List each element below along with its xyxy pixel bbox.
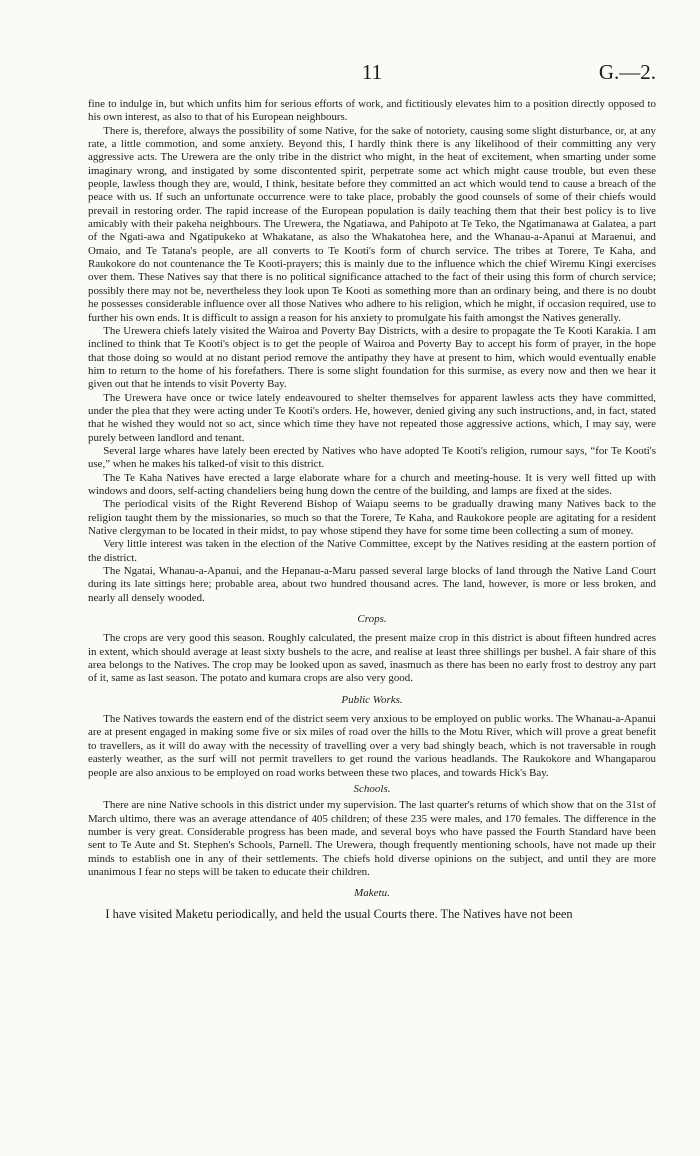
section-heading-public-works: Public Works. [341,693,403,706]
paragraph: The Te Kaha Natives have erected a large elaborate whare for a church and meeting-house. It is very well fitted up with windows and doors, self-acting chandeliers being hung down the centre of the building, and lamps are fixed at the sides. [88,471,656,497]
paragraph: The Ngatai, Whanau-a-Apanui, and the Hepanau-a-Maru passed several large blocks of land through the Native Land Court during its late sittings here; probable area, about two hundred thousand acres. The land, however, is more or less broken, and nearly all densely wooded. [88,565,656,604]
paragraph: The crops are very good this season. Roughly calculated, the present maize crop in this district is about fifteen hundred acres in extent, which should average at least sixty bushels to the acre, and realise at least three shillings per bushel. A fair share of this area belongs to the Natives. The crop may be looked upon as saved, inasmuch as there has been no early frost to destroy any part of it, same as last season. The potato and kumara crops are also very good. [88,632,656,685]
paragraph: There are nine Native schools in this district under my supervision. The last quarter's returns of which show that on the 31st of March ultimo, there was an average attendance of 405 children; of these 235 were males, and 170 females. The difference in the number is very great. Considerable progress has been made, and several boys who have passed the Fourth Standard have been sent to Te Aute and St. Stephen's Schools, Parnell. The Urewera, though frequently mentioning schools, have not made up their minds to establish one in any of their settlements. The chiefs hold diverse opinions on the subject, and until they are more unanimous I fear no steps will be taken to educate their children. [88,799,656,878]
page-number: 11 [361,60,383,84]
paragraph: There is, therefore, always the possibility of some Native, for the sake of notoriety, causing some slight disturbance, or, at any rate, a little commotion, and some anxiety. Beyond this, I hardly think there is any likelihood of their committing any very aggressive acts. The Urewera are the only tribe in the district who might, in the heat of excitement, when smarting under some imaginary wrong, and instigated by some discontented spirit, perpetrate some act which might cause trouble, but even these people, lawless though they are, would, I think, hesitate before they committed an act which would tend to cause a breach of the peace with us. If such an unfortunate occurrence were to take place, probably the good counsels of some of their chiefs would prevail in restoring order. The rapid increase of the European population is daily teaching them that their best policy is to live amicably with their pakeha neighbours. The Urewera, the Ngatiawa, and Pahipoto at Te Teko, the Ngatimanawa at Galatea, a part of the Ngati-awa and Ngatipukeko at Whakatane, as also the Whakatohea here, and the Whanau-a-Apanui at Maraenui, and Omaio, and Te Tatana's people, are all converts to Te Kooti's form of church service. The tribes at Torere, Te Kaha, and Raukokore do not countenance the Te Kooti-prayers; this is mainly due to the influence which the chief Wiremu Kingi exercises over them. These Natives say that there is no political significance attached to the fact of their using this form of church service; possibly there may not be, nevertheless they look upon Te Kooti as something more than an ordinary being, and there is no doubt he possesses considerable influence over all those Natives who adhere to his religion, which he might, if occasion required, use to further his own ends. It is difficult to assign a reason for his anxiety to promulgate his faith amongst the Natives generally. [88,124,656,324]
paragraph: fine to indulge in, but which unfits him for serious efforts of work, and fictitiously elevates him to a position directly opposed to his own interest, as also to that of his European neighbours. [88,98,656,124]
page-header [88,60,656,98]
document-reference: G.—2. [598,60,656,84]
section-heading-schools: Schools. [353,782,391,795]
section-heading-crops: Crops. [357,613,387,626]
paragraph: I have visited Maketu periodically, and held the usual Courts there. The Natives have not been [105,906,573,921]
body-text [88,98,656,922]
paragraph: The periodical visits of the Right Reverend Bishop of Waiapu seems to be gradually drawing many Natives back to the religion taught them by the missionaries, so much so that the Torere, Te Kaha, and Raukokore people are agitating for a resident Native clergyman to be located in their midst, to pay whose stipend they have for some time been collecting a sum of money. [88,498,656,537]
paragraph: The Urewera have once or twice lately endeavoured to shelter themselves for apparent lawless acts they have committed, under the plea that they were acting under Te Kooti's orders. He, however, denied giving any such instructions, and, in fact, stated that he wished they would not so act, since which time they have not repeated those aggressive actions, which, I may say, were purely between landlord and tenant. [88,391,656,444]
paragraph: Very little interest was taken in the election of the Native Committee, except by the Natives residing at the eastern portion of the district. [88,538,656,564]
paragraph: The Urewera chiefs lately visited the Wairoa and Poverty Bay Districts, with a desire to propagate the Te Kooti Karakia. I am inclined to think that Te Kooti's object is to get the people of Wairoa and Poverty Bay to accept his form of prayer, in the hope that those doing so would at no distant period remove the antipathy they have at present to him, which would eventually enable him to return to the home of his forefathers. There is some slight foundation for this surmise, as every now and then we hear it given out that he intends to visit Poverty Bay. [88,324,656,391]
section-heading-maketu: Maketu. [354,887,390,900]
paragraph: The Natives towards the eastern end of the district seem very anxious to be employed on public works. The Whanau-a-Apanui are at present engaged in making some five or six miles of road over the hills to the Motu River, which will prove a great benefit to travellers, as it will do away with the necessity of travelling over a very bad shingly beach, which is not traversable in rough easterly weather, as the surf will not permit travellers to get round the various headlands. The Raukokore and Whangaparou people are also anxious to be employed on road works between these two places, and towards Hick's Bay. [88,713,656,779]
paragraph: Several large whares have lately been erected by Natives who have adopted Te Kooti's religion, rumour says, “for Te Kooti's use,” when he makes his talked-of visit to this district. [88,444,656,471]
